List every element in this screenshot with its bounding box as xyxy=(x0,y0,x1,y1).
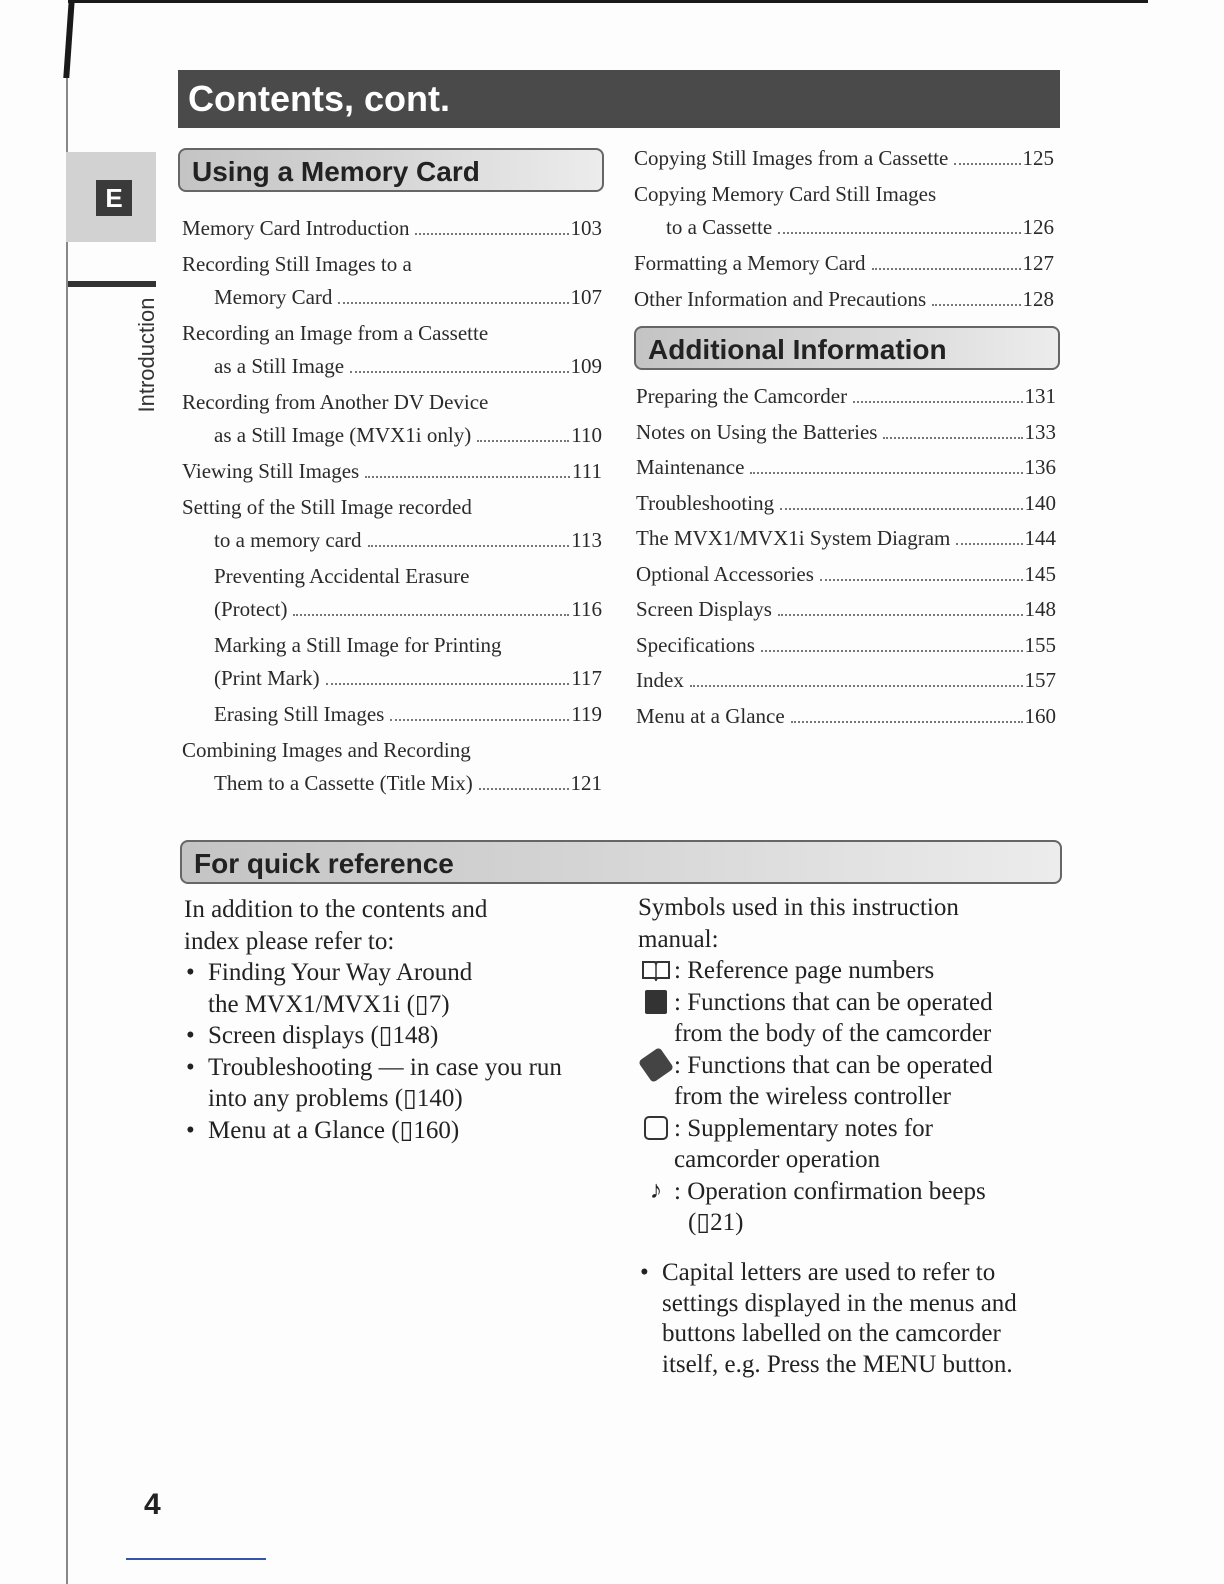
toc-entry-line: Recording an Image from a Cassette xyxy=(182,321,489,345)
toc-entry[interactable]: Troubleshooting 140 xyxy=(636,490,1056,515)
camcorder-body-icon xyxy=(638,987,674,1017)
language-badge: E xyxy=(96,180,132,216)
toc-entry[interactable]: Formatting a Memory Card 127 xyxy=(634,251,1054,275)
toc-entry[interactable]: (Print Mark) 117 xyxy=(214,666,602,690)
toc-entry[interactable]: The MVX1/MVX1i System Diagram 144 xyxy=(636,526,1056,550)
capital-note-bullet: • Capital letters are used to refer to settings displayed in the menus and buttons labelled on the camcorder itself, e.g. Press the MENU button. xyxy=(638,1258,1058,1380)
toc-entry[interactable]: Maintenance 136 xyxy=(636,455,1056,479)
toc-entry[interactable]: Them to a Cassette (Title Mix) 121 xyxy=(214,771,602,795)
toc-entry[interactable]: Viewing Still Images 111 xyxy=(182,459,602,483)
toc-entry[interactable]: Erasing Still Images 119 xyxy=(214,702,602,726)
toc-entry-line: Marking a Still Image for Printing xyxy=(214,633,502,657)
quick-ref-intro-line: index please refer to: xyxy=(184,927,395,955)
symbols-legend xyxy=(638,892,1058,1239)
wireless-controller-icon xyxy=(638,1050,674,1080)
toc-entry[interactable]: to a memory card 113 xyxy=(214,528,602,552)
symbol-row: : Functions that can be operated from the body of the camcorder xyxy=(638,987,1058,1050)
quick-reference-list xyxy=(184,894,604,1146)
toc-entry[interactable]: Memory Card 107 xyxy=(214,285,602,309)
top-rule xyxy=(68,0,1148,3)
toc-entry[interactable]: Specifications 155 xyxy=(636,632,1056,657)
quick-ref-intro-line: In addition to the contents and xyxy=(184,896,488,923)
toc-entry-line: Setting of the Still Image recorded xyxy=(182,495,472,519)
beep-note-icon: ♪ xyxy=(649,1176,663,1204)
toc-entry[interactable]: Screen Displays 148 xyxy=(636,597,1056,621)
toc-entry-line: Copying Memory Card Still Images xyxy=(634,182,937,206)
symbols-title-line: Symbols used in this instruction xyxy=(638,894,959,921)
memory-card-toc-cont xyxy=(634,142,1054,316)
toc-entry[interactable]: (Protect) 116 xyxy=(214,597,602,621)
toc-entry[interactable]: Index 157 xyxy=(636,668,1056,692)
toc-entry[interactable]: Preparing the Camcorder 131 xyxy=(636,384,1056,408)
quick-ref-bullet: • Menu at a Glance (▯160) xyxy=(184,1115,604,1147)
memory-card-heading: Using a Memory Card xyxy=(178,148,604,192)
toc-entry-line: Recording Still Images to a xyxy=(182,252,412,276)
toc-entry[interactable]: as a Still Image (MVX1i only) 110 xyxy=(214,423,602,447)
quick-reference-heading: For quick reference xyxy=(180,840,1062,884)
toc-entry-line: Combining Images and Recording xyxy=(182,738,471,762)
toc-entry[interactable]: to a Cassette 126 xyxy=(666,215,1054,239)
quick-ref-bullet: • Screen displays (▯148) xyxy=(184,1020,604,1052)
toc-entry[interactable]: Memory Card Introduction 103 xyxy=(182,216,602,240)
toc-entry[interactable]: Copying Still Images from a Cassette 125 xyxy=(634,146,1054,170)
quick-ref-bullet: • Troubleshooting — in case you run into any problems (▯140) xyxy=(184,1052,604,1115)
symbol-row: ♪ : Operation confirmation beeps (▯21) xyxy=(638,1176,1058,1239)
symbols-title-line: manual: xyxy=(638,925,719,953)
toc-entry[interactable]: as a Still Image 109 xyxy=(214,354,602,378)
left-rule xyxy=(66,78,68,1584)
section-label: Introduction xyxy=(134,297,159,413)
bottom-rule xyxy=(126,1558,266,1560)
toc-entry[interactable]: Other Information and Precautions 128 xyxy=(634,287,1054,311)
toc-entry[interactable]: Notes on Using the Batteries 133 xyxy=(636,419,1056,444)
toc-entry-line: Recording from Another DV Device xyxy=(182,390,489,414)
toc-entry[interactable]: Optional Accessories 145 xyxy=(636,561,1056,586)
symbol-row: : Functions that can be operated from the wireless controller xyxy=(638,1050,1058,1113)
memory-card-toc xyxy=(182,212,602,800)
quick-ref-bullet: • Finding Your Way Around the MVX1/MVX1i (▯7) xyxy=(184,957,604,1020)
additional-info-toc xyxy=(636,379,1056,734)
toc-entry-line: Preventing Accidental Erasure xyxy=(214,564,470,588)
toc-entry[interactable]: Menu at a Glance 160 xyxy=(636,703,1056,728)
page-title: Contents, cont. xyxy=(178,70,1060,128)
capital-letters-note xyxy=(638,1258,1058,1380)
corner-mark xyxy=(63,0,74,78)
supplementary-note-icon xyxy=(638,1113,674,1143)
page-number: 4 xyxy=(144,1488,161,1521)
symbol-row: : Reference page numbers xyxy=(638,955,1058,987)
book-icon xyxy=(638,955,674,985)
additional-info-heading: Additional Information xyxy=(634,326,1060,370)
symbol-row: : Supplementary notes for camcorder operation xyxy=(638,1113,1058,1176)
